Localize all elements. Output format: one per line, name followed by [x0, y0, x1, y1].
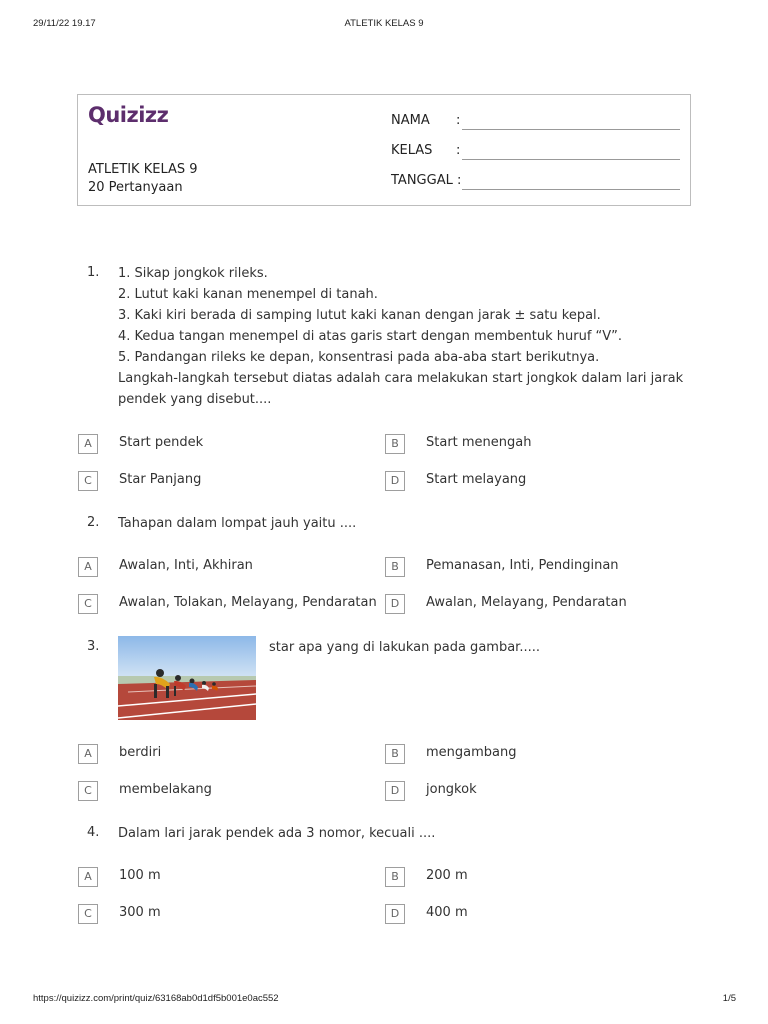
quiz-info-box	[77, 94, 691, 206]
option-letter: A	[78, 434, 98, 454]
option-text: Start pendek	[119, 435, 204, 450]
option-letter: D	[385, 781, 405, 801]
date-line	[462, 189, 680, 190]
option-letter: B	[385, 434, 405, 454]
question-number: 2.	[87, 515, 100, 530]
question-line: star apa yang di lakukan pada gambar.....	[269, 640, 540, 655]
option-letter: C	[78, 471, 98, 491]
print-title: ATLETIK KELAS 9	[344, 18, 424, 29]
date-label: TANGGAL :	[391, 173, 462, 188]
page-number: 1/5	[722, 993, 736, 1004]
print-footer	[0, 993, 768, 1007]
sprint-start-photo	[118, 636, 256, 720]
option-text: Start melayang	[426, 472, 527, 487]
class-line	[462, 159, 680, 160]
option-text: Awalan, Tolakan, Melayang, Pendaratan	[119, 595, 377, 610]
question-line: 3. Kaki kiri berada di samping lutut kaki kanan dengan jarak ± satu kepal.	[118, 308, 601, 323]
option-letter: D	[385, 904, 405, 924]
option-text: Awalan, Inti, Akhiran	[119, 558, 253, 573]
option-text: 200 m	[426, 868, 468, 883]
option-text: 100 m	[119, 868, 161, 883]
question-number: 4.	[87, 825, 100, 840]
option-text: membelakang	[119, 782, 212, 797]
option-text: mengambang	[426, 745, 517, 760]
question-line: 4. Kedua tangan menempel di atas garis start dengan membentuk huruf “V”.	[118, 329, 623, 344]
name-field	[391, 113, 461, 128]
name-colon: :	[456, 113, 461, 128]
name-line	[462, 129, 680, 130]
question-line: Langkah-langkah tersebut diatas adalah cara melakukan start jongkok dalam lari jarak	[118, 371, 684, 386]
option-letter: B	[385, 744, 405, 764]
print-header	[0, 18, 768, 32]
option-letter: A	[78, 867, 98, 887]
class-label: KELAS	[391, 143, 433, 158]
runners-illustration	[118, 636, 256, 720]
option-letter: C	[78, 904, 98, 924]
option-letter: C	[78, 781, 98, 801]
option-letter: A	[78, 744, 98, 764]
question-number: 3.	[87, 639, 100, 654]
question-number: 1.	[87, 265, 100, 280]
quiz-title: ATLETIK KELAS 9	[88, 162, 198, 177]
option-text: Pemanasan, Inti, Pendinginan	[426, 558, 619, 573]
question-count: 20 Pertanyaan	[88, 180, 183, 195]
option-letter: B	[385, 557, 405, 577]
date-field	[391, 173, 461, 188]
option-letter: B	[385, 867, 405, 887]
option-letter: A	[78, 557, 98, 577]
quizizz-logo: Quizizz	[88, 103, 169, 127]
class-field	[391, 143, 461, 158]
question-line: 1. Sikap jongkok rileks.	[118, 266, 268, 281]
option-text: Star Panjang	[119, 472, 202, 487]
option-letter: D	[385, 471, 405, 491]
name-label: NAMA	[391, 113, 430, 128]
option-text: jongkok	[426, 782, 477, 797]
question-line: 2. Lutut kaki kanan menempel di tanah.	[118, 287, 378, 302]
question-text	[269, 637, 669, 658]
question-line: pendek yang disebut....	[118, 392, 272, 407]
print-datetime: 29/11/22 19.17	[33, 18, 96, 29]
print-url[interactable]: https://quizizz.com/print/quiz/63168ab0d1df5b001e0ac552	[33, 993, 279, 1004]
question-text	[118, 513, 678, 534]
question-line: Dalam lari jarak pendek ada 3 nomor, kecuali ....	[118, 826, 436, 841]
question-line: 5. Pandangan rileks ke depan, konsentrasi pada aba-aba start berikutnya.	[118, 350, 600, 365]
option-text: Start menengah	[426, 435, 532, 450]
question-text	[118, 263, 684, 410]
option-letter: D	[385, 594, 405, 614]
question-text	[118, 823, 678, 844]
option-text: berdiri	[119, 745, 162, 760]
option-letter: C	[78, 594, 98, 614]
class-colon: :	[456, 143, 461, 158]
question-line: Tahapan dalam lompat jauh yaitu ....	[118, 516, 357, 531]
option-text: 300 m	[119, 905, 161, 920]
option-text: Awalan, Melayang, Pendaratan	[426, 595, 627, 610]
option-text: 400 m	[426, 905, 468, 920]
